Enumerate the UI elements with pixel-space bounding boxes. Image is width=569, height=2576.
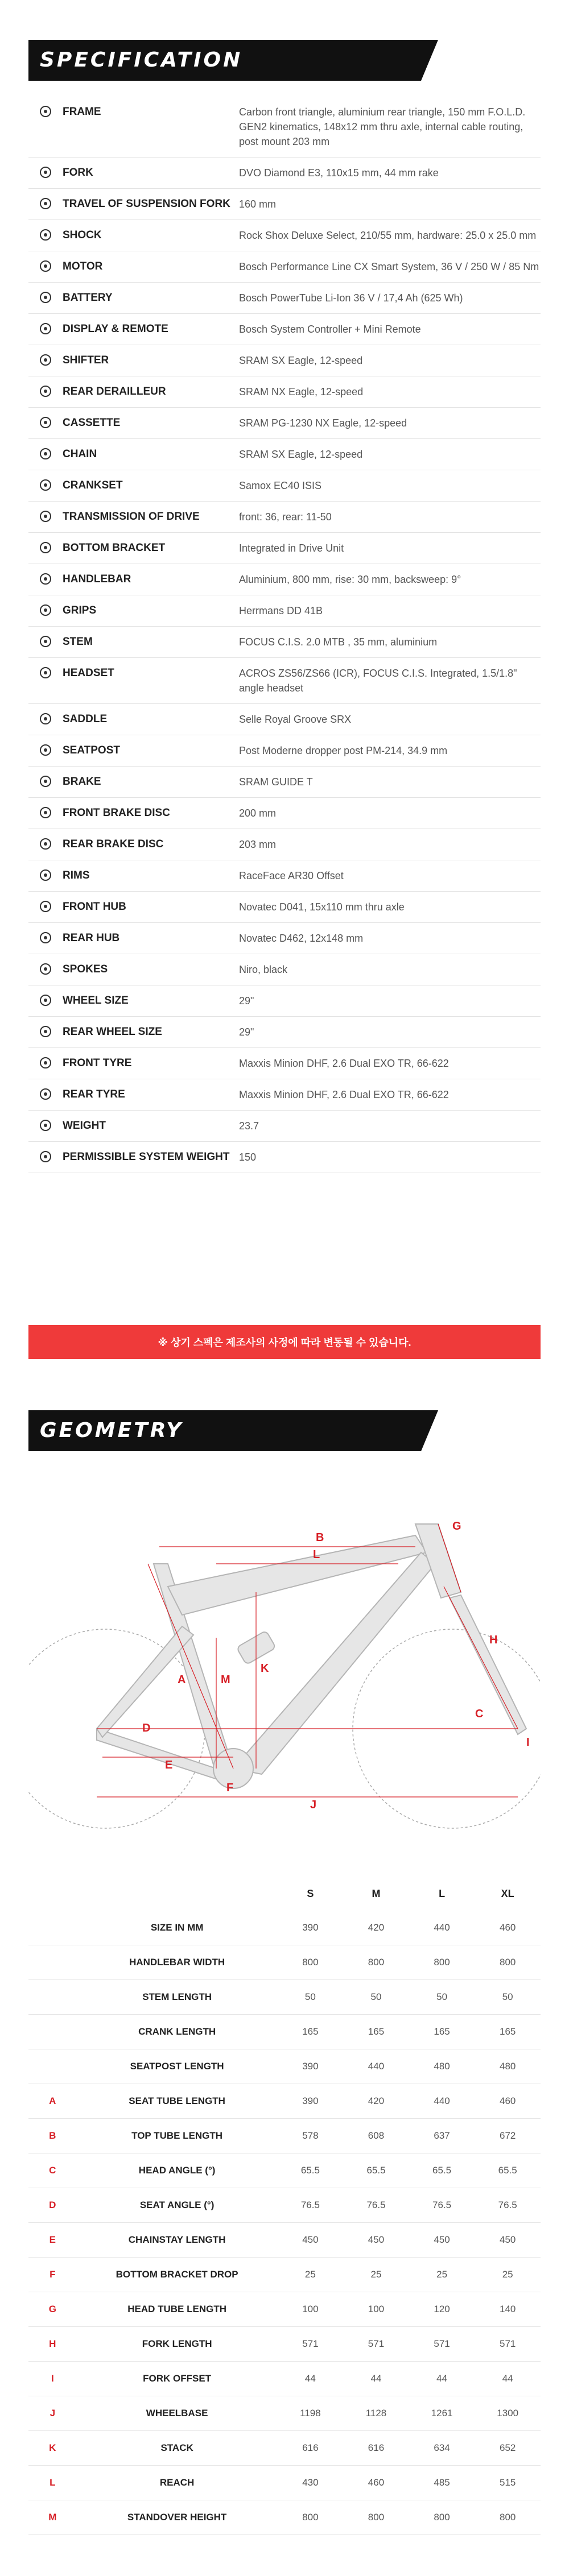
geometry-row <box>28 1980 541 2015</box>
spec-label: SHIFTER <box>63 354 109 366</box>
row-value: 800 <box>475 1945 541 1980</box>
row-value: 571 <box>343 2327 409 2362</box>
row-name: SEAT TUBE LENGTH <box>77 2084 278 2119</box>
row-letter <box>28 2015 77 2049</box>
row-name: HEAD TUBE LENGTH <box>77 2292 278 2327</box>
row-value: 1300 <box>475 2396 541 2431</box>
spec-row <box>28 533 541 564</box>
spec-label: SADDLE <box>63 713 108 725</box>
row-name: HEAD ANGLE (°) <box>77 2153 278 2188</box>
row-value: 390 <box>278 2049 344 2084</box>
row-value: 571 <box>475 2327 541 2362</box>
rims-icon <box>28 868 63 882</box>
row-name: BOTTOM BRACKET DROP <box>77 2258 278 2292</box>
geometry-row <box>28 1911 541 1945</box>
spec-label: SEATPOST <box>63 744 120 756</box>
cassette-icon <box>28 416 63 429</box>
spec-row <box>28 220 541 251</box>
geometry-diagram <box>28 1501 541 1854</box>
row-value: 460 <box>475 1911 541 1945</box>
headset-icon <box>28 666 63 680</box>
row-name: TOP TUBE LENGTH <box>77 2119 278 2153</box>
motor-icon <box>28 259 63 273</box>
row-value: 140 <box>475 2292 541 2327</box>
row-value: 800 <box>409 2500 475 2535</box>
row-value: 100 <box>343 2292 409 2327</box>
spec-value: Post Moderne dropper post PM-214, 34.9 mm <box>239 745 448 756</box>
row-value: 800 <box>343 1945 409 1980</box>
row-value: 616 <box>343 2431 409 2466</box>
spec-row <box>28 1079 541 1111</box>
spec-value: SRAM SX Eagle, 12-speed <box>239 449 363 460</box>
spec-row <box>28 97 541 158</box>
row-value: 440 <box>409 1911 475 1945</box>
diagram-label-e: E <box>165 1759 173 1771</box>
spec-row <box>28 158 541 189</box>
row-value: 578 <box>278 2119 344 2153</box>
row-value: 76.5 <box>278 2188 344 2223</box>
transmission-icon <box>28 510 63 523</box>
diagram-label-g: G <box>452 1520 461 1533</box>
geometry-table <box>28 1877 541 2535</box>
chainstay <box>97 1729 219 1780</box>
spec-row <box>28 345 541 376</box>
row-letter: B <box>28 2119 77 2153</box>
row-value: 616 <box>278 2431 344 2466</box>
row-value: 480 <box>475 2049 541 2084</box>
row-value: 460 <box>343 2466 409 2500</box>
spokes-icon <box>28 962 63 976</box>
brake-icon <box>28 775 63 788</box>
spec-notice: ※ 상기 스펙은 제조사의 사정에 따라 변동될 수 있습니다. <box>28 1325 541 1359</box>
row-value: 50 <box>343 1980 409 2015</box>
geometry-row <box>28 2084 541 2119</box>
spec-row <box>28 314 541 345</box>
spec-value: Niro, black <box>239 964 288 975</box>
row-name: WHEELBASE <box>77 2396 278 2431</box>
row-value: 76.5 <box>475 2188 541 2223</box>
travel-icon <box>28 197 63 210</box>
stem-icon <box>28 635 63 648</box>
rear-disc-icon <box>28 837 63 851</box>
spec-value: ACROS ZS56/ZS66 (ICR), FOCUS C.I.S. Integrated, 1.5/1.8" angle headset <box>239 668 517 694</box>
row-value: 25 <box>409 2258 475 2292</box>
spec-value: 29" <box>239 1026 254 1038</box>
fork <box>450 1595 526 1734</box>
row-name: FORK LENGTH <box>77 2327 278 2362</box>
spec-label: CHAIN <box>63 448 97 460</box>
row-value: 800 <box>278 2500 344 2535</box>
spec-label: GRIPS <box>63 604 97 616</box>
spec-label: WEIGHT <box>63 1120 106 1132</box>
row-value: 450 <box>409 2223 475 2258</box>
row-value: 608 <box>343 2119 409 2153</box>
spec-row <box>28 564 541 595</box>
row-name: CHAINSTAY LENGTH <box>77 2223 278 2258</box>
diagram-label-j: J <box>310 1799 317 1811</box>
spec-label: REAR WHEEL SIZE <box>63 1026 162 1038</box>
front-hub-icon <box>28 900 63 913</box>
spec-row <box>28 658 541 704</box>
spec-value: Bosch System Controller + Mini Remote <box>239 324 421 335</box>
spec-value: Novatec D462, 12x148 mm <box>239 933 364 944</box>
row-letter: M <box>28 2500 77 2535</box>
row-letter: L <box>28 2466 77 2500</box>
seatpost-icon <box>28 743 63 757</box>
geometry-row <box>28 2119 541 2153</box>
spec-value: FOCUS C.I.S. 2.0 MTB , 35 mm, aluminium <box>239 636 438 648</box>
spec-row <box>28 829 541 860</box>
spec-row <box>28 985 541 1017</box>
row-value: 44 <box>278 2362 344 2396</box>
spec-value: Samox EC40 ISIS <box>239 480 322 491</box>
row-value: 1261 <box>409 2396 475 2431</box>
row-value: 672 <box>475 2119 541 2153</box>
fork-icon <box>28 165 63 179</box>
battery-icon <box>28 291 63 304</box>
spec-value: Herrmans DD 41B <box>239 605 323 616</box>
spec-row <box>28 470 541 502</box>
bottom-bracket-icon <box>28 541 63 554</box>
row-value: 440 <box>343 2049 409 2084</box>
diagram-label-h: H <box>489 1634 498 1646</box>
row-value: 76.5 <box>409 2188 475 2223</box>
spec-value: Novatec D041, 15x110 mm thru axle <box>239 901 405 913</box>
row-letter: A <box>28 2084 77 2119</box>
spec-value: SRAM PG-1230 NX Eagle, 12-speed <box>239 417 407 429</box>
geometry-row <box>28 2500 541 2535</box>
front-tyre-icon <box>28 1056 63 1070</box>
geometry-row <box>28 2049 541 2084</box>
spec-label: BOTTOM BRACKET <box>63 542 166 554</box>
spec-label: REAR DERAILLEUR <box>63 386 166 397</box>
row-value: 450 <box>278 2223 344 2258</box>
row-value: 800 <box>409 1945 475 1980</box>
row-value: 515 <box>475 2466 541 2500</box>
spec-value: 200 mm <box>239 807 277 819</box>
specification-title: SPECIFICATION <box>40 48 243 72</box>
diagram-label-c: C <box>475 1708 484 1720</box>
row-letter: D <box>28 2188 77 2223</box>
row-name: SIZE IN MM <box>77 1911 278 1945</box>
system-weight-icon <box>28 1150 63 1163</box>
row-name: SEATPOST LENGTH <box>77 2049 278 2084</box>
spec-value: Integrated in Drive Unit <box>239 542 344 554</box>
row-letter: G <box>28 2292 77 2327</box>
spec-row <box>28 502 541 533</box>
spec-row <box>28 860 541 892</box>
diagram-label-k: K <box>261 1662 269 1675</box>
spec-label: PERMISSIBLE SYSTEM WEIGHT <box>63 1151 230 1163</box>
spec-value: Bosch PowerTube Li-Ion 36 V / 17,4 Ah (625 Wh) <box>239 292 463 304</box>
row-value: 460 <box>475 2084 541 2119</box>
row-value: 430 <box>278 2466 344 2500</box>
diagram-label-i: I <box>526 1736 530 1749</box>
geometry-row <box>28 2015 541 2049</box>
geometry-row <box>28 2362 541 2396</box>
row-name: STACK <box>77 2431 278 2466</box>
row-value: 800 <box>343 2500 409 2535</box>
diagram-label-m: M <box>221 1674 230 1686</box>
spec-value: 23.7 <box>239 1120 259 1132</box>
spec-label: REAR HUB <box>63 932 120 944</box>
row-letter: C <box>28 2153 77 2188</box>
size-header: XL <box>501 1887 514 1899</box>
spec-label: FRAME <box>63 106 101 118</box>
row-value: 100 <box>278 2292 344 2327</box>
spec-label: BRAKE <box>63 776 101 788</box>
diagram-label-l: L <box>313 1548 320 1561</box>
spec-value: SRAM GUIDE T <box>239 776 313 788</box>
diagram-label-b: B <box>316 1531 324 1544</box>
spec-value: SRAM NX Eagle, 12-speed <box>239 386 364 397</box>
crankset-icon <box>28 478 63 492</box>
geometry-row <box>28 2153 541 2188</box>
spec-value: RaceFace AR30 Offset <box>239 870 344 881</box>
row-value: 165 <box>278 2015 344 2049</box>
spec-label: FRONT HUB <box>63 901 126 913</box>
row-value: 65.5 <box>475 2153 541 2188</box>
wheel-icon <box>28 993 63 1007</box>
display-icon <box>28 322 63 336</box>
spec-row <box>28 923 541 954</box>
derailleur-icon <box>28 384 63 398</box>
row-value: 637 <box>409 2119 475 2153</box>
geometry-row <box>28 2223 541 2258</box>
row-letter: J <box>28 2396 77 2431</box>
spec-row <box>28 1048 541 1079</box>
spec-label: SPOKES <box>63 963 108 975</box>
row-value: 390 <box>278 1911 344 1945</box>
row-letter: H <box>28 2327 77 2362</box>
row-letter: I <box>28 2362 77 2396</box>
row-value: 800 <box>475 2500 541 2535</box>
spec-value: 160 mm <box>239 198 277 210</box>
spec-label: HEADSET <box>63 667 114 679</box>
spec-label: TRAVEL OF SUSPENSION FORK <box>63 198 230 210</box>
row-letter: F <box>28 2258 77 2292</box>
spec-row <box>28 283 541 314</box>
saddle-icon <box>28 712 63 726</box>
row-letter <box>28 2049 77 2084</box>
spec-label: REAR TYRE <box>63 1088 125 1100</box>
row-value: 571 <box>409 2327 475 2362</box>
row-letter: E <box>28 2223 77 2258</box>
spec-label: WHEEL SIZE <box>63 995 129 1007</box>
grips-icon <box>28 603 63 617</box>
row-value: 65.5 <box>343 2153 409 2188</box>
row-value: 480 <box>409 2049 475 2084</box>
spec-row <box>28 439 541 470</box>
row-value: 165 <box>343 2015 409 2049</box>
row-value: 634 <box>409 2431 475 2466</box>
weight-icon <box>28 1119 63 1132</box>
handlebar-icon <box>28 572 63 586</box>
row-name: STANDOVER HEIGHT <box>77 2500 278 2535</box>
spec-row <box>28 954 541 985</box>
spec-value: DVO Diamond E3, 110x15 mm, 44 mm rake <box>239 167 439 179</box>
spec-label: REAR BRAKE DISC <box>63 838 164 850</box>
row-letter <box>28 1945 77 1980</box>
rear-tyre-icon <box>28 1087 63 1101</box>
row-value: 65.5 <box>409 2153 475 2188</box>
row-value: 165 <box>475 2015 541 2049</box>
spec-label: FORK <box>63 167 93 179</box>
row-value: 652 <box>475 2431 541 2466</box>
row-value: 800 <box>278 1945 344 1980</box>
geometry-title: GEOMETRY <box>40 1419 184 1442</box>
spec-row <box>28 892 541 923</box>
spec-label: TRANSMISSION OF DRIVE <box>63 511 200 523</box>
chain-icon <box>28 447 63 461</box>
size-header: M <box>372 1887 381 1899</box>
spec-label: HANDLEBAR <box>63 573 131 585</box>
shock-icon <box>28 228 63 242</box>
spec-row <box>28 376 541 408</box>
spec-row <box>28 189 541 220</box>
frame-icon <box>28 105 63 118</box>
geometry-header <box>28 1410 438 1451</box>
spec-value: Bosch Performance Line CX Smart System, 36 V / 250 W / 85 Nm <box>239 261 539 272</box>
row-value: 450 <box>343 2223 409 2258</box>
row-value: 50 <box>475 1980 541 2015</box>
row-value: 485 <box>409 2466 475 2500</box>
geometry-row <box>28 2466 541 2500</box>
row-value: 25 <box>343 2258 409 2292</box>
row-name: REACH <box>77 2466 278 2500</box>
diagram-label-a: A <box>178 1674 186 1686</box>
row-name: CRANK LENGTH <box>77 2015 278 2049</box>
spec-label: DISPLAY & REMOTE <box>63 323 168 335</box>
spec-value: Selle Royal Groove SRX <box>239 714 352 725</box>
spec-row <box>28 251 541 283</box>
row-value: 44 <box>343 2362 409 2396</box>
spec-label: CRANKSET <box>63 479 123 491</box>
spec-value: 203 mm <box>239 839 277 850</box>
row-value: 450 <box>475 2223 541 2258</box>
spec-label: RIMS <box>63 869 90 881</box>
geometry-row <box>28 2396 541 2431</box>
spec-row <box>28 735 541 767</box>
diagram-label-d: D <box>142 1722 151 1734</box>
spec-label: STEM <box>63 636 93 648</box>
row-letter <box>28 1911 77 1945</box>
row-value: 1198 <box>278 2396 344 2431</box>
shifter-icon <box>28 353 63 367</box>
row-value: 165 <box>409 2015 475 2049</box>
name-header <box>77 1877 278 1911</box>
specification-header <box>28 40 438 81</box>
rear-wheel-icon <box>28 1025 63 1038</box>
row-letter: K <box>28 2431 77 2466</box>
spec-row <box>28 1111 541 1142</box>
geometry-row <box>28 2431 541 2466</box>
letter-header <box>28 1877 77 1911</box>
row-name: HANDLEBAR WIDTH <box>77 1945 278 1980</box>
spec-value: SRAM SX Eagle, 12-speed <box>239 355 363 366</box>
spec-value: Aluminium, 800 mm, rise: 30 mm, backsweep: 9° <box>239 574 461 585</box>
spec-value: Maxxis Minion DHF, 2.6 Dual EXO TR, 66-622 <box>239 1089 449 1100</box>
row-value: 65.5 <box>278 2153 344 2188</box>
row-value: 390 <box>278 2084 344 2119</box>
spec-label: FRONT TYRE <box>63 1057 132 1069</box>
spec-label: SHOCK <box>63 229 102 241</box>
spec-value: 29" <box>239 995 254 1007</box>
row-name: STEM LENGTH <box>77 1980 278 2015</box>
spec-label: FRONT BRAKE DISC <box>63 807 170 819</box>
spec-label: BATTERY <box>63 292 113 304</box>
row-value: 76.5 <box>343 2188 409 2223</box>
spec-value: Rock Shox Deluxe Select, 210/55 mm, hardware: 25.0 x 25.0 mm <box>239 230 537 241</box>
front-disc-icon <box>28 806 63 819</box>
row-value: 44 <box>475 2362 541 2396</box>
geometry-row <box>28 2292 541 2327</box>
spec-row <box>28 408 541 439</box>
row-value: 440 <box>409 2084 475 2119</box>
spec-table <box>28 97 541 1173</box>
diagram-label-f: F <box>226 1782 234 1794</box>
geometry-row <box>28 1945 541 1980</box>
bike-frame-diagram <box>28 1501 541 1854</box>
row-value: 50 <box>409 1980 475 2015</box>
spec-row <box>28 627 541 658</box>
spec-value: 150 <box>239 1152 257 1163</box>
spec-value: Carbon front triangle, aluminium rear triangle, 150 mm F.O.L.D. GEN2 kinematics, 148x12 mm thru axle, internal cable routing, post mount 203 mm <box>239 106 526 147</box>
spec-row <box>28 767 541 798</box>
row-value: 571 <box>278 2327 344 2362</box>
spec-row <box>28 1142 541 1173</box>
row-value: 1128 <box>343 2396 409 2431</box>
rear-hub-icon <box>28 931 63 945</box>
spec-label: CASSETTE <box>63 417 121 429</box>
geometry-row <box>28 2327 541 2362</box>
row-name: FORK OFFSET <box>77 2362 278 2396</box>
spec-label: MOTOR <box>63 260 103 272</box>
row-value: 420 <box>343 1911 409 1945</box>
row-value: 25 <box>475 2258 541 2292</box>
row-value: 44 <box>409 2362 475 2396</box>
row-value: 420 <box>343 2084 409 2119</box>
spec-value: front: 36, rear: 11-50 <box>239 511 332 523</box>
spec-row <box>28 704 541 735</box>
geometry-row <box>28 2188 541 2223</box>
size-header: S <box>307 1887 314 1899</box>
row-name: SEAT ANGLE (°) <box>77 2188 278 2223</box>
spec-row <box>28 595 541 627</box>
spec-row <box>28 798 541 829</box>
geometry-row <box>28 2258 541 2292</box>
row-letter <box>28 1980 77 2015</box>
row-value: 50 <box>278 1980 344 2015</box>
spec-row <box>28 1017 541 1048</box>
size-header: L <box>439 1887 446 1899</box>
geometry-header-row <box>28 1877 541 1911</box>
row-value: 25 <box>278 2258 344 2292</box>
spec-value: Maxxis Minion DHF, 2.6 Dual EXO TR, 66-622 <box>239 1058 449 1069</box>
row-value: 120 <box>409 2292 475 2327</box>
